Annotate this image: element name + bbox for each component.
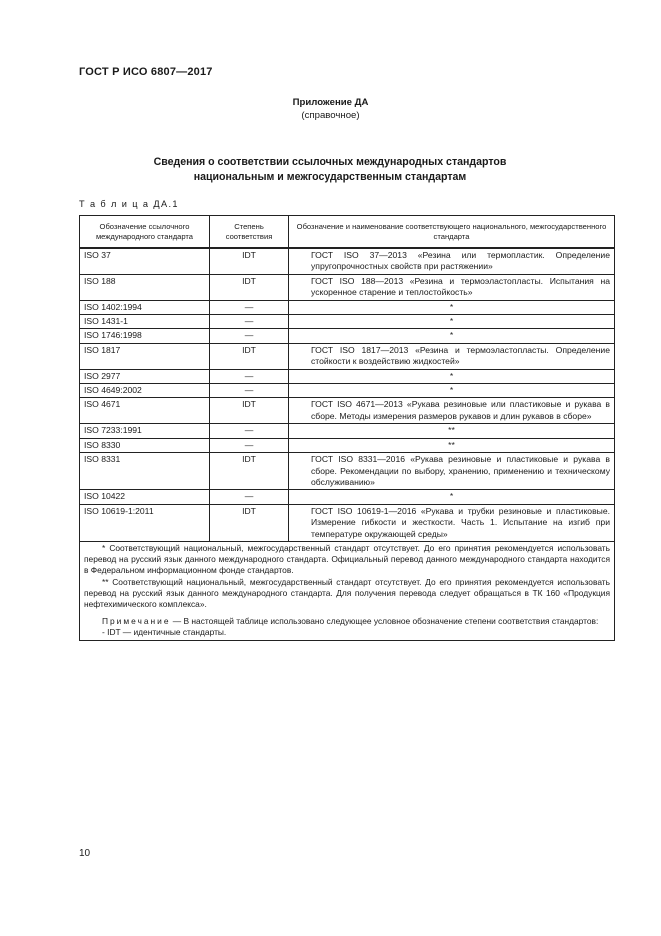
column-header-international-standard: Обозначение ссылочного международного стандарта [80,216,210,249]
cell-international-standard: ISO 8331 [80,453,210,490]
cell-national-standard [289,504,615,541]
national-standard-text: ГОСТ ISO 4671—2013 «Рукава резиновые или пластиковые и рукава в сборе. Методы измерения размеров рукавов и длин рукавов в сборе» [311,399,610,421]
cell-national-standard: * [289,490,615,504]
note-label: Примечание [102,616,171,627]
table-row [80,384,615,398]
table-row [80,453,615,490]
national-standard-text: ГОСТ ISO 1817—2013 «Резина и термоэластопласты. Определение стойкости к воздействию жидкостей» [311,344,610,367]
cell-degree: — [210,490,289,504]
cell-degree: — [210,438,289,452]
cell-international-standard: ISO 37 [80,248,210,274]
national-standard-text: ГОСТ ISO 10619-1—2016 «Рукава и трубки резиновые и пластиковые. Измерение гибкости и жесткости. Часть 1. Испытание на изгиб при температуре окружающей среды» [311,505,610,539]
column-header-degree: Степень соответствия [210,216,289,249]
table-row [80,343,615,369]
table-row [80,490,615,504]
table-caption: Т а б л и ц а ДА.1 [79,199,179,209]
page-number: 10 [79,848,91,859]
cell-degree: IDT [210,343,289,369]
cell-international-standard: ISO 1817 [80,343,210,369]
national-standard-text: ГОСТ ISO 8331—2016 «Рукава резиновые и пластиковые и рукава в сборе. Рекомендации по выбору, хранению, применению и техническому обслуживанию» [311,454,610,487]
cell-degree: — [210,369,289,383]
appendix-title: Приложение ДА [292,97,369,108]
cell-degree: — [210,329,289,343]
cell-national-standard [289,248,615,274]
section-heading-line-2: национальным и межгосударственным стандартам [193,171,467,183]
cell-degree: IDT [210,274,289,300]
cell-international-standard: ISO 4649:2002 [80,384,210,398]
cell-national-standard [289,343,615,369]
cell-degree: — [210,315,289,329]
cell-degree: — [210,300,289,314]
document-header-title: ГОСТ Р ИСО 6807—2017 [79,66,213,78]
cell-national-standard [289,398,615,424]
table-row [80,315,615,329]
appendix-block [0,96,661,122]
column-header-national-standard: Обозначение и наименование соответствующего национального, межгосударственного стандарта [289,216,615,249]
cell-degree: IDT [210,398,289,424]
cell-international-standard: ISO 10422 [80,490,210,504]
cell-international-standard: ISO 2977 [80,369,210,383]
national-standard-text: ГОСТ ISO 37—2013 «Резина или термопластик. Определение упругопрочностных свойств при растяжении» [311,250,610,272]
table-row [80,438,615,452]
table-row [80,274,615,300]
cell-national-standard: * [289,384,615,398]
table-row [80,424,615,438]
cell-national-standard: * [289,369,615,383]
table-footer-cell [80,541,615,640]
table-note [84,616,610,627]
cell-degree: — [210,424,289,438]
cell-international-standard: ISO 4671 [80,398,210,424]
cell-international-standard: ISO 7233:1991 [80,424,210,438]
cell-national-standard [289,274,615,300]
cell-national-standard: ** [289,438,615,452]
table-row [80,398,615,424]
cell-national-standard: ** [289,424,615,438]
table-footer-row [80,541,615,640]
cell-international-standard: ISO 8330 [80,438,210,452]
footnote-single-star: * Соответствующий национальный, межгосударственный стандарт отсутствует. До его принятия рекомендуется использовать перевод на русский язык данного международного стандарта. Официальный перевод данного международного стандарта находится в Федеральном информационном фонде стандартов. [84,542,610,576]
cell-international-standard: ISO 1431-1 [80,315,210,329]
table-row [80,300,615,314]
table-row [80,504,615,541]
appendix-subtitle: (справочное) [301,110,360,121]
note-text: — В настоящей таблице использовано следующее условное обозначение степени соответствия стандартов: [170,616,599,627]
cell-international-standard: ISO 10619-1:2011 [80,504,210,541]
cell-national-standard [289,453,615,490]
standards-correspondence-table [79,215,615,641]
national-standard-text: ГОСТ ISO 188—2013 «Резина и термоэластопласты. Испытания на ускоренное старение и теплостойкость» [311,275,610,298]
table-row [80,369,615,383]
table-header-row [80,216,615,249]
cell-national-standard: * [289,315,615,329]
cell-international-standard: ISO 1746:1998 [80,329,210,343]
note-item-idt: - IDT — идентичные стандарты. [102,627,227,638]
cell-national-standard: * [289,329,615,343]
cell-international-standard: ISO 188 [80,274,210,300]
table-row [80,329,615,343]
cell-degree: — [210,384,289,398]
section-heading [80,155,580,185]
cell-degree: IDT [210,453,289,490]
cell-degree: IDT [210,504,289,541]
footnote-double-star: ** Соответствующий национальный, межгосударственный стандарт отсутствует. До его принятия рекомендуется использовать перевод на русский язык данного международного стандарта. Для получения перевода следует обращаться в ТК 160 «Продукция нефтехимического комплекса». [84,576,610,609]
cell-international-standard: ISO 1402:1994 [80,300,210,314]
cell-national-standard: * [289,300,615,314]
cell-degree: IDT [210,248,289,274]
table-row [80,248,615,274]
table-body [80,248,615,541]
section-heading-line-1: Сведения о соответствии ссылочных международных стандартов [153,156,507,168]
